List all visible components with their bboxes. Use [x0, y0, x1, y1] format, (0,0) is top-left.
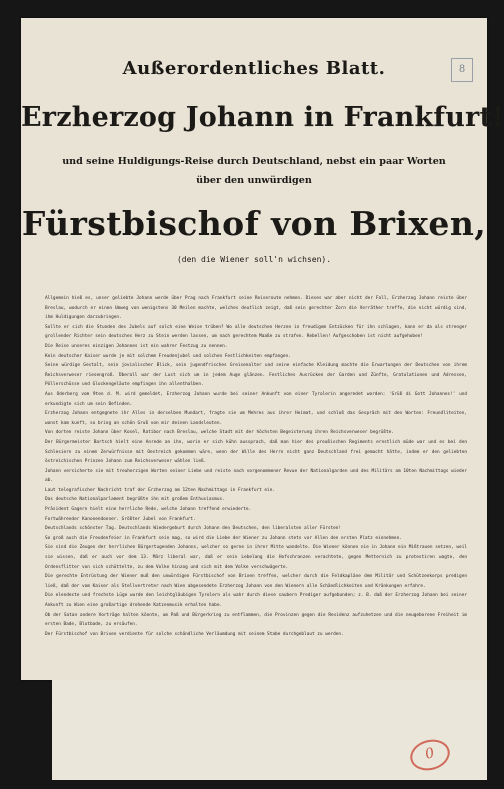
broadsheet-page [21, 18, 504, 680]
paragraph: Sollte er sich die Stunden des Jubels auf solch eine Weise trüben? Wo alle deutschen Herzen in freudigem Entzücken für ihn schlagen, kann er da als strenger grollender Richter sein deutsches Herz zu Stein werden lassen, um nach gerechtem Maaße zu strafen. Rebellen! Aufgeschoben ist nicht aufgehoben! [45, 324, 467, 340]
paragraph: Johann versicherte sie mit treuherzigen Worten seiner Liebe und reiste nach vorgenommener Revue der Nationalgarden und des Militärs am 10ten Nachmittags wieder ab. [45, 468, 467, 484]
subline-2: über den unwürdigen [196, 175, 312, 186]
paragraph: Von dorten reiste Johann über Kosel, Ratibor nach Breslau, welche Stadt mit der höchsten Begeisterung ihren Reichsverweser begrüßte. [45, 430, 394, 436]
paragraph: Präsident Gagern hielt eine herrliche Rede, welche Johann treffend erwiederte. [45, 507, 252, 513]
headline: Erzherzog Johann in Frankfurt! [21, 102, 504, 133]
paragraph: Der Bürgermeister Bartsch hielt eine Anrede an ihn, worin er sich kühn aussprach, daß man hier des preußischen Regiments ernstlich müde war und es bei den Schlesiern zu einem Zerwürfnisse mit Oestreich gekommen wäre, wenn der Wille des Herrn nicht ganz Deutschland frei gemacht hätte, indem er den geliebten östreichischen Prinzen Johann zum Reichsverweser wählen ließ. [45, 439, 467, 465]
paragraph: Der Fürstbischof von Brixen verdiente für solche schändliche Verläumdung mit seinem Stabe durchgeblaut zu werden. [45, 631, 344, 637]
paragraph: Die gerechte Entrüstung der Wiener muß den unwürdigen Fürstbischof von Brixen treffen, welcher durch die Feldkapläne dem Militär und Schützenkorps predigen ließ, daß der vom Kaiser als Stellvertreter nach Wien abgesendete Erzherzog Johann von den Wienern alle Schändlichkeiten und Kränkungen erfahre. [45, 574, 467, 589]
subtitle: (den die Wiener soll'n wichsen). [176, 255, 332, 264]
paragraph: Allgemein hieß es, unser geliebte Johann werde über Prag nach Frankfurt seine Reiseroute nehmen. Dieses war aber nicht der Fall, Erzherzog Johann reiste über Breslau, wodurch er einen Umweg von wenigstens 30 Meilen machte, welches deutlich zeigt, daß sein gerechter Zorn die Verräther treffe, die nicht würdig sind, ihm Huldigungen darzubringen. [45, 296, 467, 321]
paragraph: Kein deutscher Kaiser wurde je mit solchem Freudenjubel und solchen Festlichkeiten empfangen. [45, 353, 291, 359]
document-title: Außerordentliches Blatt. [122, 58, 386, 79]
paragraph: Das deutsche Nationalparlament begrüßte ihn mit großem Enthusiasmus. [45, 497, 225, 503]
paragraph: So groß auch die Freudenfeier in Frankfurt sein mag, so wird die Liebe der Wiener zu Johann stets vor Allen den ersten Platz einnehmen. [45, 535, 402, 541]
subline-1: und seine Huldigungs-Reise durch Deutschland, nebst ein paar Worten [62, 156, 446, 167]
paragraph: Ob der Satan andere Vorträge halten könnte, um Paß und Bürgerkrieg zu entflammen, die Provinzen gegen die Residenz aufzuhetzen und die neugeborene Freiheit im ersten Bade, Blutbade, zu ersäufen. [45, 612, 467, 628]
paragraph: Deutschlands schönster Tag. Deutschlands Wiedergeburt durch Johann den Deutschen, den liberalsten aller Fürsten! [45, 526, 342, 532]
paragraph: Sie sind die Zeugen der herrlichen Bürgertugenden Johanns, welcher so gerne in ihrer Mitte wandelte. Die Wiener können nie in Johann ein Mißtrauen setzen, weil sie wissen, daß er auch vor dem 13. März liberal war, daß er sein Lebelang die Hofschranzen verachtete, gegen Metternich zu protestiren wagte, den Ordensflitter von sich schüttelte, zu dem Volke hinzog und sich mit dem Volke verschwägerte. [45, 545, 467, 570]
pencil-archive-mark: 8 [451, 58, 473, 82]
article-body [45, 294, 467, 639]
paragraph: Die Reise unseres einzigen Johannes ist ein wahrer Festzug zu nennen. [45, 343, 228, 349]
paragraph: Die elendeste und frechste Lüge wurde den leichtgläubigen Tyrolern als wahr durch diese saubern Prediger aufgebunden; z. B. daß der Erzherzog Johann bei seiner Ankunft zu Wien eine großartige drohende Katzenmusik erhalten habe. [45, 593, 467, 608]
paragraph: Erzherzog Johann entgegnete ihr Alles in derselben Mundart, fragte sie um Mehres aus ihrer Heimat, und schloß das Gespräch mit den Worten: Freundliteiten, wonst kam kunft, so bring an schön Gruß von mir deinen Landsleuten. [45, 411, 467, 426]
paragraph: Aus Oderberg vom 9ten d. M. wird gemeldet, Erzherzog Johann wurde bei seiner Ankunft von einer Tyrolerin angeredet worden: 'Grüß di Gott Johannes!' und erkundigte sich um sein Befinden. [45, 391, 467, 407]
red-archive-stamp: 0 [407, 735, 453, 774]
paragraph: Laut telegrafischer Nachricht traf der Erzherzog am 12ten Nachmittags in Frankfurt ein. [45, 487, 275, 493]
paragraph: Fortwährender Kanonendonner. Größter Jubel von Frankfurt. [45, 516, 196, 522]
paragraph: Seine würdige Gestalt, sein jovialischer Blick, sein jugendfrisches Greisenalter und seine einfache Kleidung machte die Erwartungen der Deutschen von ihrem Reichsverweser riesengroß. Überall war der Lust sich um in jedem Auge glänzen. Festliches Ausrücken der Garden und Zünfte, Gratulationen und Adressen, Pöllerschüsse und Glockengeläute empfingen ihn allenthalben. [45, 363, 467, 388]
target-heading: Fürstbischof von Brixen, [21, 204, 487, 243]
